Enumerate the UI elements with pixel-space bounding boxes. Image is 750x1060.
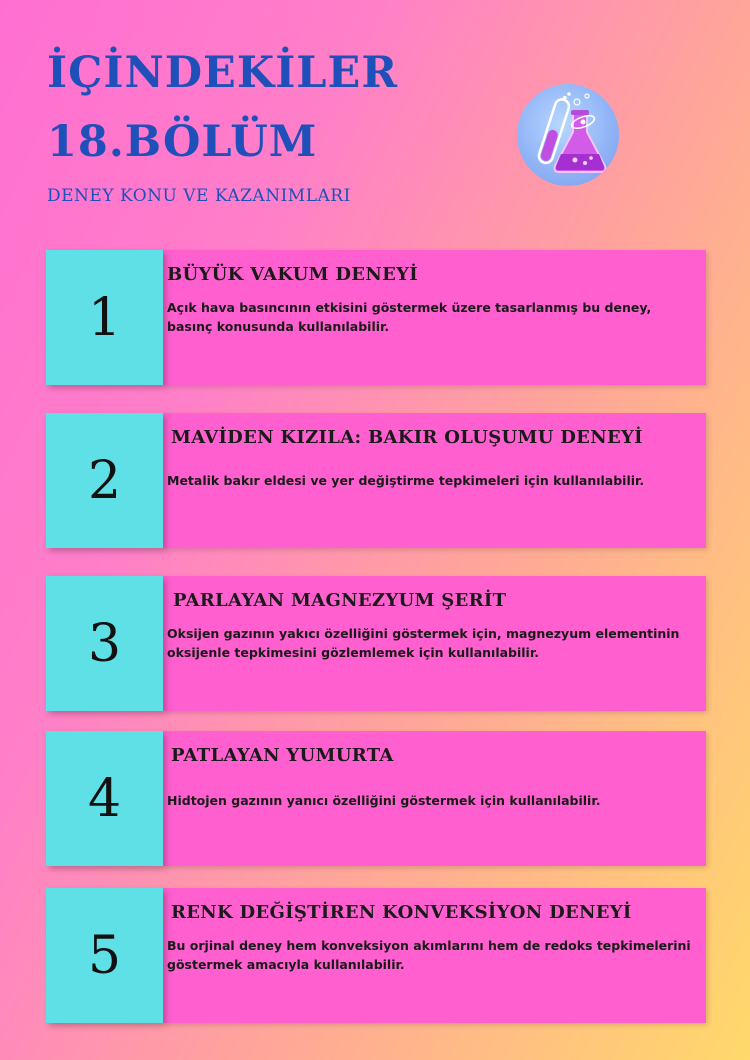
list-item [46, 413, 706, 548]
list-item [46, 731, 706, 866]
number-badge [46, 888, 163, 1023]
number-badge [46, 576, 163, 711]
item-description: Metalik bakır eldesi ve yer değiştirme tepkimeleri için kullanılabilir. [167, 473, 645, 488]
item-description: Bu orjinal deney hem konveksiyon akımlarını hem de redoks tepkimelerini göstermek amacıyla kullanılabilir. [167, 938, 691, 972]
number-badge [46, 250, 163, 385]
item-card [163, 888, 706, 1023]
page-subtitle: DENEY KONU VE KAZANIMLARI [47, 186, 351, 206]
item-number: 3 [87, 613, 122, 674]
item-number: 4 [87, 768, 122, 829]
item-title: RENK DEĞİŞTİREN KONVEKSİYON DENEYİ [171, 902, 632, 923]
item-card [163, 576, 706, 711]
chapter-title: 18.BÖLÜM [47, 117, 318, 167]
flask-icon [517, 84, 619, 186]
number-badge [46, 731, 163, 866]
item-number: 5 [87, 925, 122, 986]
number-badge [46, 413, 163, 548]
list-item [46, 576, 706, 711]
page-title: İÇİNDEKİLER [47, 48, 399, 98]
item-title: BÜYÜK VAKUM DENEYİ [167, 264, 418, 285]
list-item [46, 250, 706, 385]
item-number: 1 [87, 287, 122, 348]
item-description: Açık hava basıncının etkisini göstermek üzere tasarlanmış bu deney, basınç konusunda kullanılabilir. [167, 300, 652, 334]
item-card [163, 413, 706, 548]
item-title: MAVİDEN KIZILA: BAKIR OLUŞUMU DENEYİ [171, 427, 643, 448]
item-card [163, 731, 706, 866]
list-item [46, 888, 706, 1023]
item-title: PARLAYAN MAGNEZYUM ŞERİT [173, 590, 507, 611]
item-description: Oksijen gazının yakıcı özelliğini göstermek için, magnezyum elementinin oksijenle tepkimesini gözlemlemek için kullanılabilir. [167, 626, 680, 660]
item-card [163, 250, 706, 385]
item-title: PATLAYAN YUMURTA [171, 745, 394, 766]
item-description: Hidtojen gazının yanıcı özelliğini göstermek için kullanılabilir. [167, 793, 601, 808]
item-number: 2 [87, 450, 122, 511]
